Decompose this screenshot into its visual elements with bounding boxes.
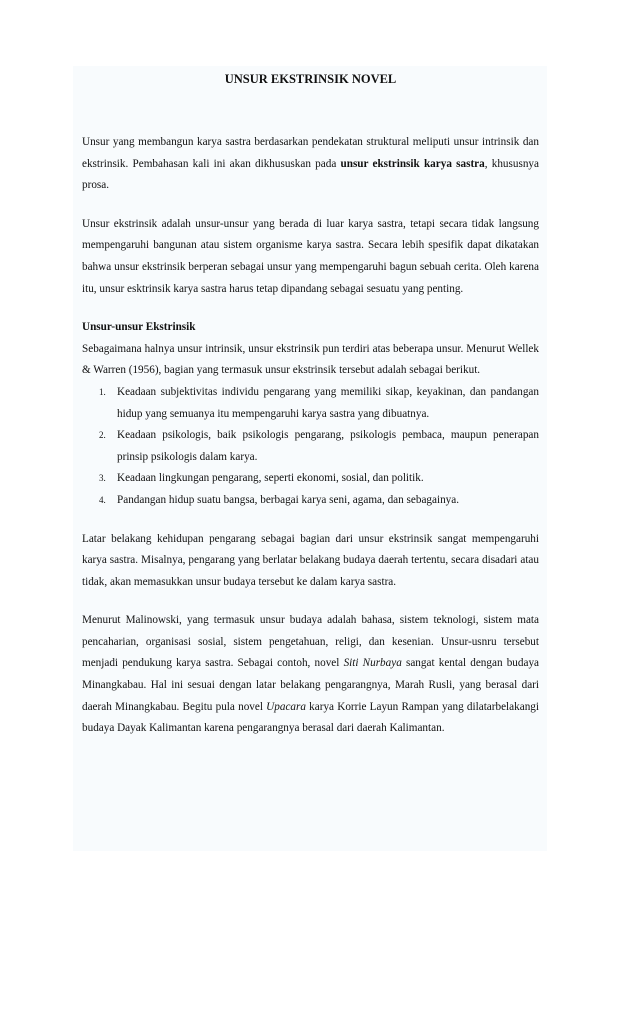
paragraph-intro-bold: unsur ekstrinsik karya sastra (340, 157, 485, 170)
paragraph-wellek-warren: Sebagaimana halnya unsur intrinsik, unsur ekstrinsik pun terdiri atas beberapa unsur. Menurut Wellek & Warren (1956), bagian yang termasuk unsur ekstrinsik tersebut adalah sebagai berikut. (82, 342, 539, 377)
list-item (82, 468, 539, 490)
paragraph-malinowski (82, 610, 539, 740)
paragraph-malinowski-text-b: sangat kental dengan budaya Minangkabau. Hal ini sesuai dengan latar belakang pengarangnya, Marah Rusli, yang berasal dari daerah Minangkabau. Begitu pula novel (82, 657, 540, 713)
paragraph-intro (82, 132, 539, 197)
list-text: Keadaan psikologis, baik psikologis pengarang, psikologis pembaca, maupun penerapan prinsip psikologis dalam karya. (117, 429, 539, 463)
extrinsic-elements-list (82, 382, 539, 512)
novel-title-upacara: Upacara (266, 700, 306, 713)
paragraph-malinowski-text-a: Menurut Malinowski, yang termasuk unsur budaya adalah bahasa, sistem teknologi, sistem mata pencaharian, organisasi sosial, sistem pengetahuan, religi, dan kesenian. Unsur-usnru tersebut menjadi pendukung karya sastra. Sebagai contoh, novel (82, 614, 539, 670)
document-body (82, 70, 539, 740)
list-number: 4. (99, 494, 106, 505)
list-item (82, 425, 539, 468)
paragraph-intro-end: , khususnya prosa. (82, 157, 539, 192)
novel-title-siti-nurbaya: Siti Nurbaya (343, 657, 402, 670)
list-number: 1. (99, 386, 106, 397)
document-title: UNSUR EKSTRINSIK NOVEL (224, 72, 397, 86)
paragraph-background: Latar belakang kehidupan pengarang sebagai bagian dari unsur ekstrinsik sangat mempengaruhi karya sastra. Misalnya, pengarang yang berlatar belakang budaya daerah tertentu, secara disadari atau tidak, akan memasukkan unsur budaya tersebut ke dalam karya sastra. (82, 532, 539, 588)
list-text: Keadaan subjektivitas individu pengarang yang memiliki sikap, keyakinan, dan pandangan hidup yang semuanya itu mempengaruhi karya sastra yang dibuatnya. (117, 385, 539, 420)
list-item (82, 382, 539, 425)
paragraph-malinowski-text-c: karya Korrie Layun Rampan yang dilatarbelakangi budaya Dayak Kalimantan karena pengarangnya berasal dari daerah Kalimantan. (82, 700, 539, 735)
list-number: 3. (99, 473, 106, 484)
list-text: Keadaan lingkungan pengarang, seperti ekonomi, sosial, dan politik. (117, 472, 424, 485)
list-number: 2. (99, 430, 106, 441)
list-text: Pandangan hidup suatu bangsa, berbagai karya seni, agama, dan sebagainya. (117, 493, 460, 506)
list-item (82, 490, 539, 512)
paragraph-definition: Unsur ekstrinsik adalah unsur-unsur yang berada di luar karya sastra, tetapi secara tidak langsung mempengaruhi bangunan atau sistem organisme karya sastra. Secara lebih spesifik dapat dikatakan bahwa unsur ekstrinsik berperan sebagai unsur yang mempengaruhi bagun sebuah cerita. Oleh karena itu, unsur esktrinsik karya sastra harus tetap dipandang sebagai sesuatu yang penting. (82, 217, 539, 295)
section-heading: Unsur-unsur Ekstrinsik (82, 321, 196, 334)
paragraph-intro-text: Unsur yang membangun karya sastra berdasarkan pendekatan struktural meliputi unsur intrinsik dan ekstrinsik. Pembahasan kali ini akan dikhususkan pada (82, 136, 539, 170)
